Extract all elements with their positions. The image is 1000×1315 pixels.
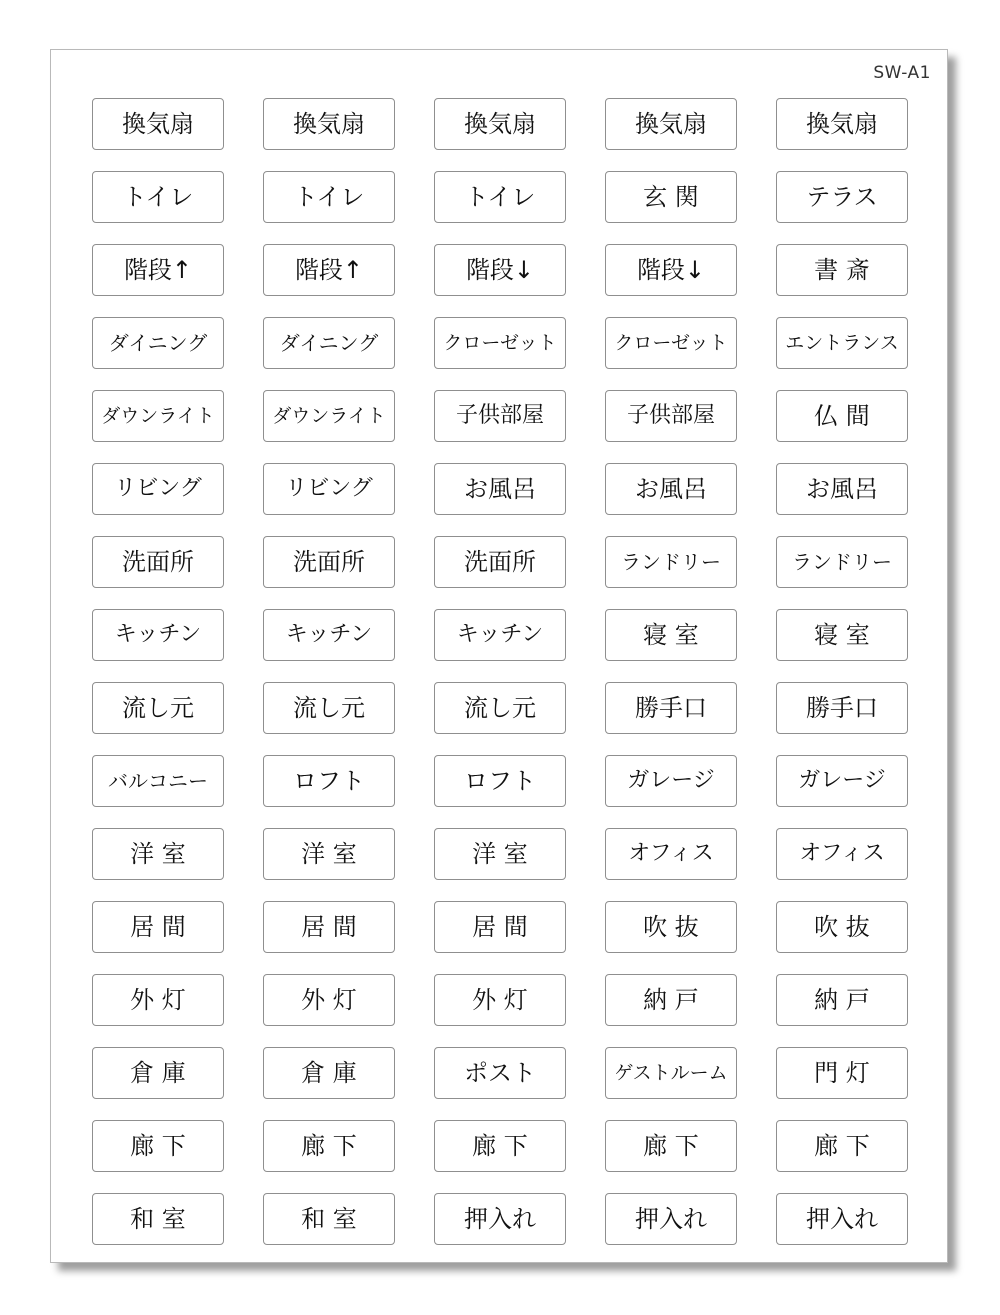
room-label <box>263 390 395 442</box>
room-label <box>605 536 737 588</box>
room-label <box>263 317 395 369</box>
room-label <box>263 682 395 734</box>
room-label-text: ガレージ <box>627 768 715 793</box>
room-label-text: トイレ <box>122 183 194 211</box>
room-label-text: 仏 間 <box>814 402 870 430</box>
room-label-text: 換気扇 <box>635 110 707 138</box>
room-label-text: 廊 下 <box>130 1132 186 1160</box>
room-label-text: 階段↓ <box>465 256 535 284</box>
room-label <box>263 1120 395 1172</box>
room-label-text: ダイニング <box>108 331 208 355</box>
room-label <box>776 317 908 369</box>
room-label <box>776 1120 908 1172</box>
room-label <box>776 536 908 588</box>
room-label <box>434 901 566 953</box>
room-label-text: お風呂 <box>464 475 536 503</box>
room-label-text: 納 戸 <box>643 986 699 1014</box>
room-label-text: 和 室 <box>301 1205 357 1233</box>
room-label <box>263 1193 395 1245</box>
room-label <box>776 1047 908 1099</box>
room-label <box>92 390 224 442</box>
room-label <box>263 536 395 588</box>
room-label <box>605 974 737 1026</box>
room-label-text: 居 間 <box>301 913 357 941</box>
room-label <box>92 1047 224 1099</box>
room-label <box>434 1047 566 1099</box>
room-label <box>434 98 566 150</box>
label-sheet <box>50 49 948 1263</box>
room-label-text: テラス <box>806 183 878 211</box>
room-label-text: エントランス <box>785 331 899 354</box>
room-label-text: 寝 室 <box>643 621 699 649</box>
room-label <box>434 1193 566 1245</box>
room-label <box>92 244 224 296</box>
room-label <box>434 609 566 661</box>
room-label <box>92 609 224 661</box>
room-label-text: キッチン <box>456 622 544 647</box>
room-label <box>92 317 224 369</box>
room-label-text: 換気扇 <box>806 110 878 138</box>
room-label <box>434 974 566 1026</box>
room-label <box>605 828 737 880</box>
room-label <box>776 244 908 296</box>
room-label-text: 倉 庫 <box>301 1059 357 1087</box>
room-label <box>776 463 908 515</box>
room-label <box>776 171 908 223</box>
room-label-text: 洗面所 <box>122 548 194 576</box>
room-label <box>263 609 395 661</box>
room-label <box>605 1193 737 1245</box>
room-label <box>263 755 395 807</box>
room-label-text: 門 灯 <box>814 1059 870 1087</box>
label-grid <box>92 98 908 1245</box>
room-label-text: ポスト <box>464 1059 536 1087</box>
room-label-text: ロフト <box>464 767 536 795</box>
room-label-text: 流し元 <box>293 694 365 722</box>
room-label-text: 流し元 <box>464 694 536 722</box>
room-label-text: 洗面所 <box>464 548 536 576</box>
room-label <box>776 828 908 880</box>
room-label-text: 居 間 <box>472 913 528 941</box>
room-label <box>605 244 737 296</box>
room-label-text: 子供部屋 <box>626 403 715 428</box>
room-label-text: 換気扇 <box>293 110 365 138</box>
room-label-text: 廊 下 <box>472 1132 528 1160</box>
room-label-text: ダウンライト <box>272 404 386 427</box>
room-label-text: お風呂 <box>806 475 878 503</box>
room-label <box>263 98 395 150</box>
room-label-text: 寝 室 <box>814 621 870 649</box>
sheet-code: SW-A1 <box>873 63 931 83</box>
room-label <box>776 901 908 953</box>
room-label-text: 書 斎 <box>814 256 870 284</box>
room-label <box>434 828 566 880</box>
room-label <box>434 244 566 296</box>
room-label-text: お風呂 <box>635 475 707 503</box>
room-label-text: 階段↑ <box>294 256 364 284</box>
room-label-text: ランドリー <box>621 550 721 574</box>
room-label <box>92 1120 224 1172</box>
room-label <box>605 1120 737 1172</box>
room-label <box>263 244 395 296</box>
room-label-text: キッチン <box>285 622 373 647</box>
room-label <box>605 682 737 734</box>
room-label <box>263 974 395 1026</box>
room-label-text: 階段↓ <box>636 256 706 284</box>
room-label <box>776 974 908 1026</box>
room-label <box>92 682 224 734</box>
room-label <box>263 171 395 223</box>
room-label <box>92 755 224 807</box>
room-label-text: 廊 下 <box>301 1132 357 1160</box>
room-label <box>605 901 737 953</box>
room-label-text: ガレージ <box>798 768 886 793</box>
room-label-text: 外 灯 <box>472 986 528 1014</box>
room-label-text: 外 灯 <box>301 986 357 1014</box>
room-label <box>776 609 908 661</box>
room-label <box>263 828 395 880</box>
room-label-text: ランドリー <box>792 550 892 574</box>
room-label-text: 押入れ <box>635 1205 707 1233</box>
room-label-text: 洋 室 <box>301 840 357 868</box>
room-label <box>434 463 566 515</box>
room-label-text: 換気扇 <box>122 110 194 138</box>
room-label-text: トイレ <box>464 183 536 211</box>
room-label <box>605 390 737 442</box>
room-label-text: トイレ <box>293 183 365 211</box>
room-label <box>92 1193 224 1245</box>
room-label <box>92 463 224 515</box>
room-label-text: オフィス <box>799 841 885 866</box>
room-label <box>92 828 224 880</box>
room-label-text: 勝手口 <box>635 694 707 722</box>
room-label <box>776 98 908 150</box>
room-label <box>263 901 395 953</box>
room-label <box>92 901 224 953</box>
room-label-text: 外 灯 <box>130 986 186 1014</box>
room-label <box>776 755 908 807</box>
room-label <box>92 974 224 1026</box>
room-label <box>776 1193 908 1245</box>
room-label-text: 子供部屋 <box>455 403 544 428</box>
room-label <box>434 317 566 369</box>
room-label <box>776 390 908 442</box>
room-label-text: 換気扇 <box>464 110 536 138</box>
room-label-text: ロフト <box>293 767 365 795</box>
room-label-text: 押入れ <box>464 1205 536 1233</box>
room-label <box>434 390 566 442</box>
room-label-text: 洗面所 <box>293 548 365 576</box>
room-label-text: クローゼット <box>443 331 557 354</box>
room-label <box>263 463 395 515</box>
room-label <box>605 755 737 807</box>
room-label-text: 倉 庫 <box>130 1059 186 1087</box>
room-label-text: ダウンライト <box>101 404 215 427</box>
room-label <box>263 1047 395 1099</box>
room-label-text: 廊 下 <box>814 1132 870 1160</box>
room-label-text: 納 戸 <box>814 986 870 1014</box>
room-label-text: 階段↑ <box>123 256 193 284</box>
room-label-text: ダイニング <box>279 331 379 355</box>
room-label <box>92 171 224 223</box>
room-label <box>605 317 737 369</box>
room-label <box>92 98 224 150</box>
room-label-text: 勝手口 <box>806 694 878 722</box>
room-label-text: 居 間 <box>130 913 186 941</box>
room-label <box>434 682 566 734</box>
room-label-text: 洋 室 <box>130 840 186 868</box>
room-label <box>605 463 737 515</box>
room-label-text: 玄 関 <box>643 183 699 211</box>
room-label <box>776 682 908 734</box>
room-label <box>605 171 737 223</box>
room-label-text: 押入れ <box>806 1205 878 1233</box>
room-label-text: リビング <box>114 476 202 501</box>
room-label <box>434 755 566 807</box>
room-label-text: バルコニー <box>108 769 208 793</box>
room-label-text: 流し元 <box>122 694 194 722</box>
room-label-text: 洋 室 <box>472 840 528 868</box>
room-label <box>605 609 737 661</box>
room-label <box>434 1120 566 1172</box>
room-label <box>434 536 566 588</box>
room-label-text: 廊 下 <box>643 1132 699 1160</box>
room-label-text: キッチン <box>114 622 202 647</box>
room-label <box>605 98 737 150</box>
room-label <box>434 171 566 223</box>
room-label-text: ゲストルーム <box>614 1061 728 1084</box>
room-label-text: 吹 抜 <box>643 913 699 941</box>
room-label <box>92 536 224 588</box>
room-label <box>605 1047 737 1099</box>
room-label-text: リビング <box>285 476 373 501</box>
room-label-text: オフィス <box>628 841 714 866</box>
room-label-text: 和 室 <box>130 1205 186 1233</box>
room-label-text: 吹 抜 <box>814 913 870 941</box>
room-label-text: クローゼット <box>614 331 728 354</box>
